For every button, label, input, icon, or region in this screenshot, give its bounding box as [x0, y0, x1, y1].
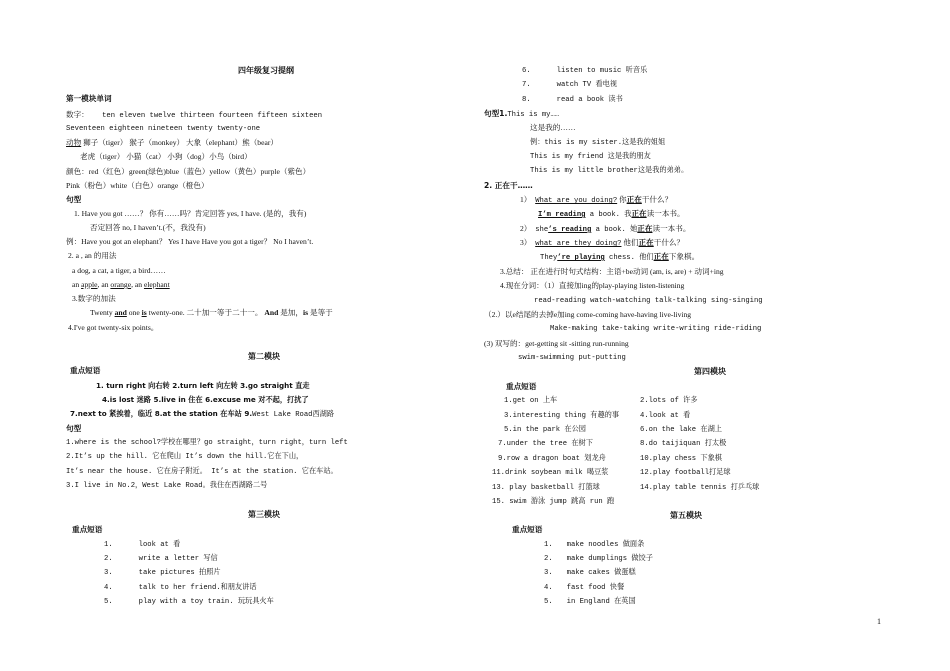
pattern1-cn: 这是我的…… [530, 123, 576, 132]
module4-phrases-heading: 重点短语 [506, 382, 537, 391]
m5-item-1: 1. make noodles 做面条 [544, 541, 645, 549]
m2-sentence-1: 1.where is the school?学校在哪里？go straight，turn right，turn left [66, 439, 348, 447]
module2-phrases-heading: 重点短语 [70, 366, 101, 375]
colors-line-2: Pink（粉色）white（白色）orange（橙色） [66, 181, 209, 190]
sentence-1: 1. Have you got ……？ 你有……吗？肯定回答 yes, I have. (是的，我有) [74, 209, 307, 218]
sentence-example: 例：Have you got an elephant？ Yes I have Have you got a tiger？ No I haven’t. [66, 237, 314, 246]
m2-phrase-line-1: 1. turn right 向右转 2.turn left 向左转 3.go straight 直走 [96, 381, 310, 390]
m4-left-5: 9.row a dragon boat 划龙舟 [498, 455, 606, 463]
animals-line-1: 动物 狮子（tiger） 猴子（monkey） 大象（elephant）熊（bear） [66, 138, 278, 147]
m3-item-4: 4. talk to her friend.和朋友讲话 [104, 584, 257, 592]
m4-left-1: 1.get on 上车 [504, 397, 558, 405]
m2-phrase-line-3: 7.next to 紧挨着，临近 8.at the station 在车站 9.West Lake Road西湖路 [70, 409, 335, 419]
participle-line-4: Make-making take-taking write-writing ride-riding [550, 325, 762, 333]
module5-heading: 第五模块 [670, 511, 702, 520]
page-number: 1 [877, 617, 881, 626]
m4-left-2: 3.interesting thing 有趣的事 [504, 412, 620, 420]
pattern2-q2: 2） she’s reading a book. 她正在读一本书。 [520, 224, 691, 234]
module3-heading: 第三模块 [248, 510, 280, 519]
a-an-usage: 2. a , an 的用法 [68, 251, 117, 260]
m5-item-2: 2. make dumplings 做饺子 [544, 555, 653, 563]
m3-item-3: 3. take pictures 拍照片 [104, 569, 221, 577]
module3-phrases-heading: 重点短语 [72, 525, 103, 534]
m5-item-5: 5. in England 在英国 [544, 598, 636, 606]
participle-line-5: (3) 双写的：get-getting sit -sitting run-running [484, 339, 629, 348]
m4-left-4: 7.under the tree 在树下 [498, 440, 593, 448]
module4-heading: 第四模块 [694, 367, 726, 376]
m5-item-4: 4. fast food 快餐 [544, 584, 625, 592]
numbers-line-1: 数字： ten eleven twelve thirteen fourteen fifteen sixteen [66, 110, 323, 120]
points-sentence: 4.I've got twenty-six points。 [68, 323, 159, 332]
module2-sentence-heading: 句型 [66, 424, 82, 433]
pattern2-a3: They’re playing chess. 他们正在下象棋。 [540, 252, 700, 262]
m3-item-1: 1. look at 看 [104, 541, 181, 549]
module5-phrases-heading: 重点短语 [512, 525, 543, 534]
participle-line-1: 4.现在分词：（1）直接加ing的play-playing listen-listening [500, 281, 685, 290]
m2-sentence-2: 2.It’s up the hill. 它在爬山 It’s down the hill.它在下山， [66, 453, 304, 461]
m4-left-3: 5.in the park 在公园 [504, 426, 586, 434]
m4-right-4: 8.do taijiquan 打太极 [640, 440, 727, 448]
pattern2-heading: 2. 正在干…… [484, 181, 533, 190]
m4-right-5: 10.play chess 下象棋 [640, 455, 722, 463]
participle-line-6: swim-swimming put-putting [518, 354, 626, 362]
summary-line: 3.总结： 正在进行时句式结构：主语+be动词 (am, is, are) + 动词+ing [500, 267, 724, 276]
module1-heading: 第一模块单词 [66, 94, 112, 103]
addition-example: Twenty and one is twenty-one. 二十加一等于二十一。 And 是加，is 是等于 [90, 308, 333, 317]
m4-left-8: 15. swim 游泳 jump 跳高 run 跑 [492, 498, 615, 506]
pattern1-example-1: 例：this is my sister.这是我的姐姐 [530, 139, 666, 147]
sentence-1-negative: 否定回答 no, I haven’t.(不，我没有) [90, 223, 206, 232]
m5-item-3: 3. make cakes 做蛋糕 [544, 569, 636, 577]
document-title: 四年级复习提纲 [238, 66, 294, 75]
m2-phrase-line-2: 4.is lost 迷路 5.live in 住在 6.excuse me 对不起，打扰了 [102, 395, 309, 404]
a-examples: a dog, a cat, a tiger, a bird…… [72, 266, 166, 275]
m3-item-8: 8. read a book 读书 [522, 96, 623, 104]
m2-sentence-3: It’s near the house. 它在房子附近。 It’s at the station. 它在车站。 [66, 468, 338, 476]
m4-right-7: 14.play table tennis 打乒乓球 [640, 484, 760, 492]
m4-right-3: 6.on the lake 在湖上 [640, 426, 722, 434]
participle-line-2: read-reading watch-watching talk-talking sing-singing [534, 297, 763, 305]
number-addition: 3.数字的加法 [72, 294, 116, 303]
an-examples: an apple, an orange, an elephant [72, 280, 170, 289]
numbers-line-2: Seventeen eighteen nineteen twenty twenty-one [66, 125, 261, 133]
pattern2-a1: I’m reading a book. 我正在读一本书。 [538, 209, 685, 219]
module2-heading: 第二模块 [248, 352, 280, 361]
pattern2-q1: 1） What are you doing? 你正在干什么？ [520, 195, 673, 205]
m4-left-7: 13. play basketball 打篮球 [492, 484, 600, 492]
m3-item-5: 5. play with a toy train. 玩玩具火车 [104, 598, 274, 606]
m4-right-1: 2.lots of 许多 [640, 397, 698, 405]
module1-sentence-heading: 句型 [66, 195, 82, 204]
m4-right-2: 4.look at 看 [640, 412, 691, 420]
m3-item-2: 2. write a letter 写信 [104, 555, 218, 563]
m3-item-6: 6. listen to music 听音乐 [522, 67, 648, 75]
m4-left-6: 11.drink soybean milk 喝豆浆 [492, 469, 609, 477]
pattern1-example-2: This is my friend 这是我的朋友 [530, 153, 651, 161]
pattern1-example-3: This is my little brother这是我的弟弟。 [530, 167, 689, 175]
pattern1-line: 句型1.This is my…… [484, 109, 560, 119]
pattern2-q3: 3） what are they doing? 他们正在干什么？ [520, 238, 685, 248]
participle-line-3: （2.）以e结尾的去掉e加ing come-coming have-having live-living [484, 310, 692, 319]
m3-item-7: 7. watch TV 看电视 [522, 81, 618, 89]
m4-right-6: 12.play football打足球 [640, 469, 731, 477]
colors-line-1: 颜色：red（红色）green(绿色)blue（蓝色）yellow（黄色）purple（紫色） [66, 167, 311, 176]
m2-sentence-4: 3.I live in No.2，West Lake Road。我住在西湖路二号 [66, 482, 268, 490]
animals-line-2: 老虎（tiger） 小猫（cat） 小狗（dog）小鸟（bird） [80, 152, 252, 161]
